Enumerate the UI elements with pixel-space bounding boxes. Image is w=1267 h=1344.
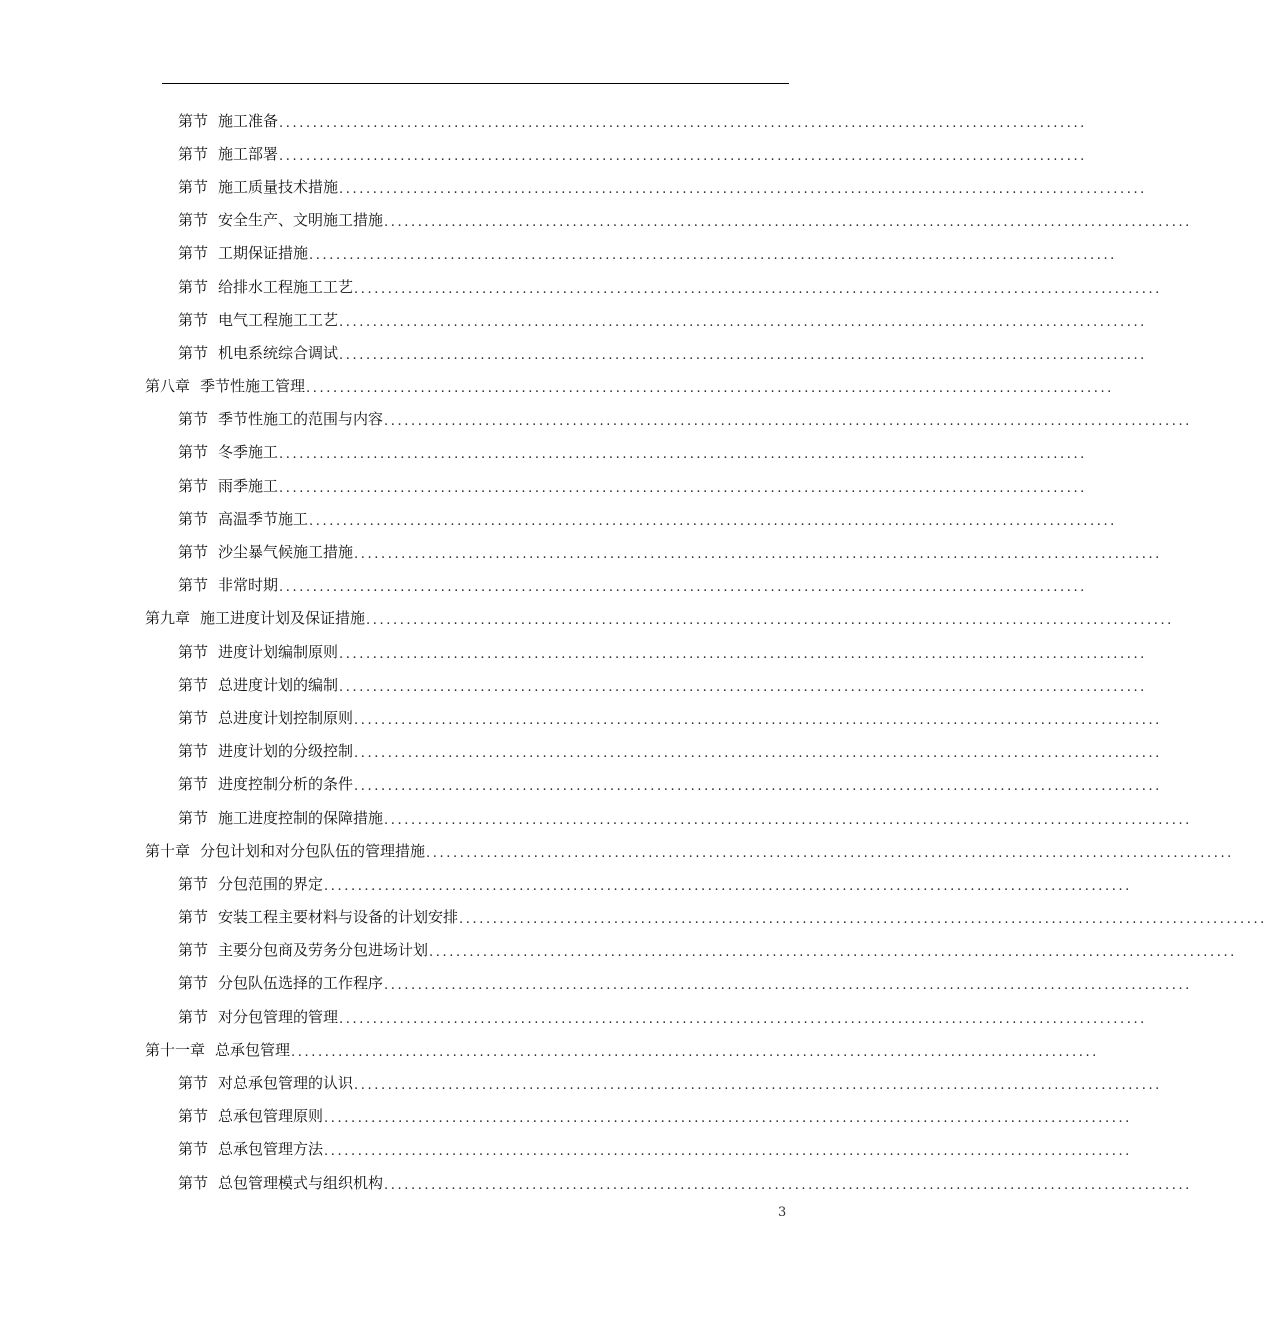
toc-entry-title: 施工质量技术措施 [218, 177, 339, 196]
toc-entry-title: 安全生产、文明施工措施 [218, 211, 384, 230]
toc-dot-leader: ........................................................................................................................ [384, 812, 1192, 828]
toc-entry-title: 冬季施工 [218, 443, 279, 462]
toc-entry-title: 给排水工程施工工艺 [218, 277, 354, 296]
toc-dot-leader: ........................................................................................................................ [339, 646, 1147, 662]
toc-section-entry[interactable] [0, 535, 1162, 568]
toc-entry-number: 第节 [178, 1140, 209, 1159]
toc-dot-leader: ........................................................................................................................ [339, 347, 1147, 363]
toc-section-entry[interactable] [0, 701, 1162, 734]
toc-dot-leader: ........................................................................................................................ [279, 447, 1087, 463]
toc-chapter-entry[interactable] [0, 370, 1114, 403]
toc-entry-number: 第节 [178, 111, 209, 130]
toc-entry-number: 第节 [178, 509, 209, 528]
toc-section-entry[interactable] [0, 336, 1147, 369]
toc-entry-number: 第节 [178, 211, 209, 230]
toc-entry-title: 对总承包管理的认识 [218, 1074, 354, 1093]
toc-dot-leader: ........................................................................................................................ [339, 1011, 1147, 1027]
toc-dot-leader: ........................................................................................................................ [459, 912, 1267, 928]
toc-dot-leader: ........................................................................................................................ [366, 613, 1174, 629]
toc-entry-number: 第节 [178, 443, 209, 462]
toc-dot-leader: ........................................................................................................................ [339, 679, 1147, 695]
toc-chapter-entry[interactable] [0, 1033, 1099, 1066]
toc-entry-number: 第节 [178, 177, 209, 196]
toc-entry-number: 第节 [178, 1107, 209, 1126]
toc-section-entry[interactable] [0, 967, 1192, 1000]
toc-dot-leader: ........................................................................................................................ [279, 480, 1087, 496]
toc-section-entry[interactable] [0, 801, 1192, 834]
toc-section-entry[interactable] [0, 469, 1087, 502]
toc-section-entry[interactable] [0, 1000, 1147, 1033]
toc-entry-number: 第节 [178, 1007, 209, 1026]
toc-entry-number: 第节 [178, 476, 209, 495]
toc-section-entry[interactable] [0, 768, 1162, 801]
toc-entry-number: 第节 [178, 543, 209, 562]
toc-entry-title: 工期保证措施 [218, 244, 309, 263]
toc-entry-title: 机电系统综合调试 [218, 343, 339, 362]
toc-section-entry[interactable] [0, 735, 1162, 768]
toc-section-entry[interactable] [0, 137, 1087, 170]
toc-entry-number: 第节 [178, 410, 209, 429]
toc-section-entry[interactable] [0, 170, 1147, 203]
toc-entry-title: 施工部署 [218, 144, 279, 163]
toc-entry-number: 第九章 [145, 609, 191, 628]
toc-dot-leader: ........................................................................................................................ [354, 547, 1162, 563]
toc-section-entry[interactable] [0, 303, 1147, 336]
toc-entry-title: 雨季施工 [218, 476, 279, 495]
toc-entry-title: 总承包管理原则 [218, 1107, 324, 1126]
toc-dot-leader: ........................................................................................................................ [339, 314, 1147, 330]
toc-dot-leader: ........................................................................................................................ [309, 248, 1117, 264]
toc-entry-title: 施工进度计划及保证措施 [200, 609, 366, 628]
toc-entry-number: 第节 [178, 908, 209, 927]
toc-section-entry[interactable] [0, 901, 1267, 934]
toc-dot-leader: ........................................................................................................................ [384, 414, 1192, 430]
toc-entry-title: 施工准备 [218, 111, 279, 130]
toc-entry-number: 第节 [178, 974, 209, 993]
toc-section-entry[interactable] [0, 934, 1237, 967]
toc-entry-title: 主要分包商及劳务分包进场计划 [218, 941, 429, 960]
toc-entry-title: 施工进度控制的保障措施 [218, 808, 384, 827]
toc-entry-title: 季节性施工的范围与内容 [218, 410, 384, 429]
header-rule [162, 83, 789, 84]
toc-dot-leader: ........................................................................................................................ [384, 978, 1192, 994]
toc-entry-title: 安装工程主要材料与设备的计划安排 [218, 908, 459, 927]
toc-entry-number: 第节 [178, 675, 209, 694]
toc-section-entry[interactable] [0, 436, 1087, 469]
toc-dot-leader: ........................................................................................................................ [429, 945, 1237, 961]
toc-entry-number: 第节 [178, 708, 209, 727]
toc-section-entry[interactable] [0, 204, 1192, 237]
toc-section-entry[interactable] [0, 502, 1117, 535]
toc-dot-leader: ........................................................................................................................ [279, 115, 1087, 131]
toc-section-entry[interactable] [0, 569, 1087, 602]
toc-entry-number: 第节 [178, 941, 209, 960]
toc-section-entry[interactable] [0, 668, 1147, 701]
toc-entry-title: 进度控制分析的条件 [218, 775, 354, 794]
toc-section-entry[interactable] [0, 635, 1147, 668]
toc-entry-number: 第节 [178, 277, 209, 296]
page-number: 3 [778, 1205, 787, 1220]
toc-entry-title: 季节性施工管理 [200, 377, 306, 396]
toc-dot-leader: ........................................................................................................................ [309, 513, 1117, 529]
toc-section-entry[interactable] [0, 270, 1162, 303]
toc-entry-title: 总承包管理方法 [218, 1140, 324, 1159]
toc-section-entry[interactable] [0, 1100, 1132, 1133]
toc-dot-leader: ........................................................................................................................ [306, 381, 1114, 397]
toc-entry-title: 分包范围的界定 [218, 874, 324, 893]
toc-entry-number: 第节 [178, 310, 209, 329]
toc-entry-number: 第节 [178, 874, 209, 893]
toc-entry-number: 第节 [178, 244, 209, 263]
table-of-contents [0, 104, 1267, 1199]
toc-section-entry[interactable] [0, 104, 1087, 137]
toc-dot-leader: ........................................................................................................................ [426, 845, 1234, 861]
toc-dot-leader: ........................................................................................................................ [354, 746, 1162, 762]
toc-entry-title: 非常时期 [218, 576, 279, 595]
toc-entry-title: 高温季节施工 [218, 509, 309, 528]
toc-entry-number: 第节 [178, 742, 209, 761]
toc-dot-leader: ........................................................................................................................ [324, 1144, 1132, 1160]
toc-entry-title: 分包计划和对分包队伍的管理措施 [200, 841, 426, 860]
toc-dot-leader: ........................................................................................................................ [324, 1111, 1132, 1127]
toc-section-entry[interactable] [0, 403, 1192, 436]
toc-entry-title: 分包队伍选择的工作程序 [218, 974, 384, 993]
toc-section-entry[interactable] [0, 867, 1132, 900]
toc-entry-number: 第节 [178, 1173, 209, 1192]
toc-entry-number: 第节 [178, 808, 209, 827]
toc-dot-leader: ........................................................................................................................ [279, 580, 1087, 596]
toc-dot-leader: ........................................................................................................................ [354, 1078, 1162, 1094]
toc-section-entry[interactable] [0, 1066, 1162, 1099]
toc-dot-leader: ........................................................................................................................ [354, 281, 1162, 297]
toc-section-entry[interactable] [0, 1166, 1192, 1199]
toc-dot-leader: ........................................................................................................................ [354, 712, 1162, 728]
toc-entry-title: 总承包管理 [215, 1040, 291, 1059]
toc-entry-title: 总进度计划的编制 [218, 675, 339, 694]
toc-entry-title: 进度计划的分级控制 [218, 742, 354, 761]
toc-section-entry[interactable] [0, 237, 1117, 270]
toc-dot-leader: ........................................................................................................................ [384, 1177, 1192, 1193]
toc-dot-leader: ........................................................................................................................ [339, 181, 1147, 197]
toc-entry-title: 进度计划编制原则 [218, 642, 339, 661]
toc-chapter-entry[interactable] [0, 602, 1174, 635]
toc-entry-number: 第八章 [145, 377, 191, 396]
toc-dot-leader: ........................................................................................................................ [291, 1044, 1099, 1060]
toc-entry-title: 总进度计划控制原则 [218, 708, 354, 727]
toc-entry-number: 第节 [178, 144, 209, 163]
toc-entry-number: 第十章 [145, 841, 191, 860]
toc-entry-number: 第节 [178, 775, 209, 794]
toc-chapter-entry[interactable] [0, 834, 1234, 867]
toc-section-entry[interactable] [0, 1133, 1132, 1166]
toc-dot-leader: ........................................................................................................................ [324, 878, 1132, 894]
toc-entry-title: 总包管理模式与组织机构 [218, 1173, 384, 1192]
toc-entry-number: 第节 [178, 1074, 209, 1093]
toc-entry-title: 电气工程施工工艺 [218, 310, 339, 329]
toc-dot-leader: ........................................................................................................................ [354, 779, 1162, 795]
toc-entry-number: 第节 [178, 642, 209, 661]
toc-entry-number: 第十一章 [145, 1040, 206, 1059]
toc-dot-leader: ........................................................................................................................ [384, 215, 1192, 231]
toc-dot-leader: ........................................................................................................................ [279, 148, 1087, 164]
toc-entry-number: 第节 [178, 576, 209, 595]
toc-entry-number: 第节 [178, 343, 209, 362]
toc-entry-title: 对分包管理的管理 [218, 1007, 339, 1026]
toc-entry-title: 沙尘暴气候施工措施 [218, 543, 354, 562]
